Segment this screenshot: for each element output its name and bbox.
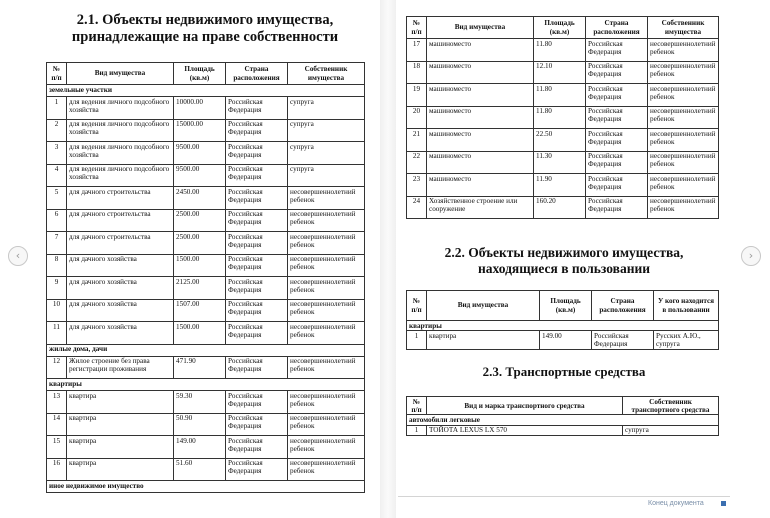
owned-property-cont-cell: 19 [407, 84, 427, 107]
owned-property-cell: для дачного строительства [67, 187, 174, 210]
previous-page-arrow-icon[interactable]: ‹ [8, 246, 28, 266]
owned-property-header-cell: Вид имущества [67, 63, 174, 85]
owned-property-cont-cell: машиноместо [427, 129, 534, 152]
owned-property-cont-cell: 17 [407, 39, 427, 62]
owned-property-cont-cell: 11.80 [534, 106, 586, 129]
owned-property-cell: несовершеннолетний ребенок [288, 356, 365, 379]
owned-property-cell: 12 [47, 356, 67, 379]
owned-property-cell: Российская Федерация [226, 232, 288, 255]
owned-property-cont-header-row [407, 17, 719, 39]
owned-property-cell: 10000.00 [174, 97, 226, 120]
owned-property-cont-row [407, 39, 719, 62]
owned-property-header-cell: Площадь (кв.м) [174, 63, 226, 85]
owned-property-header-cell: № п/п [47, 63, 67, 85]
used-property-header-cell: № п/п [407, 291, 427, 321]
owned-property-cell: 59.30 [174, 391, 226, 414]
owned-property-cell: 8 [47, 254, 67, 277]
used-property-header-row [407, 291, 719, 321]
owned-property-cell: для дачного строительства [67, 232, 174, 255]
owned-property-cell: Российская Федерация [226, 299, 288, 322]
owned-property-cont-row [407, 174, 719, 197]
owned-property-cell: квартира [67, 436, 174, 459]
owned-property-cell: 1500.00 [174, 254, 226, 277]
owned-property-cell: супруга [288, 164, 365, 187]
owned-property-cont-cell: несовершеннолетний ребенок [648, 61, 719, 84]
owned-property-group-row [47, 481, 365, 493]
owned-property-cell: 3 [47, 142, 67, 165]
owned-property-cell: Российская Федерация [226, 254, 288, 277]
owned-property-cont-cell: 21 [407, 129, 427, 152]
owned-property-cont-cell: Российская Федерация [586, 106, 648, 129]
section-2-2-title-line1: 2.2. Объекты недвижимого имущества, [444, 245, 684, 260]
owned-property-cont-cell: 22 [407, 151, 427, 174]
owned-property-cell: 15000.00 [174, 119, 226, 142]
owned-property-cell: супруга [288, 119, 365, 142]
owned-property-cell: супруга [288, 97, 365, 120]
owned-property-cell: для дачного строительства [67, 209, 174, 232]
owned-property-cont-cell: машиноместо [427, 106, 534, 129]
owned-property-cont-cell: машиноместо [427, 174, 534, 197]
owned-property-cell: Российская Федерация [226, 119, 288, 142]
owned-property-cont-header-cell: Вид имущества [427, 17, 534, 39]
owned-property-cont-row [407, 106, 719, 129]
owned-property-cell: 51.60 [174, 458, 226, 481]
owned-property-cont-cell: 11.80 [534, 84, 586, 107]
section-2-2-title-line2: находящиеся в пользовании [477, 261, 651, 276]
used-property-group-row [407, 321, 719, 331]
owned-property-cell: 2125.00 [174, 277, 226, 300]
owned-property-cell: Российская Федерация [226, 277, 288, 300]
owned-property-cont-cell: Российская Федерация [586, 151, 648, 174]
owned-property-cont-cell: 20 [407, 106, 427, 129]
owned-property-row [47, 187, 365, 210]
owned-property-cell: 15 [47, 436, 67, 459]
owned-property-cont-cell: несовершеннолетний ребенок [648, 151, 719, 174]
owned-property-cont-header-cell: Страна расположения [586, 17, 648, 39]
owned-property-cell: квартира [67, 458, 174, 481]
owned-property-cell: несовершеннолетний ребенок [288, 277, 365, 300]
owned-property-header-cell: Страна расположения [226, 63, 288, 85]
owned-property-cell: несовершеннолетний ребенок [288, 187, 365, 210]
owned-property-cell: для дачного хозяйства [67, 322, 174, 345]
owned-property-cont-cell: 18 [407, 61, 427, 84]
owned-property-row [47, 322, 365, 345]
owned-property-cont-cell: 22.50 [534, 129, 586, 152]
owned-property-cont-row [407, 129, 719, 152]
vehicles-group-row [407, 415, 719, 425]
section-2-3-title: 2.3. Транспортные средства [482, 364, 646, 379]
vehicles-table [406, 396, 719, 436]
owned-property-row [47, 209, 365, 232]
owned-property-cont-cell: Российская Федерация [586, 39, 648, 62]
owned-property-cont-cell: машиноместо [427, 151, 534, 174]
owned-property-cont-cell: 23 [407, 174, 427, 197]
owned-property-cell: несовершеннолетний ребенок [288, 413, 365, 436]
right-page [398, 0, 730, 518]
owned-property-cell: Российская Федерация [226, 142, 288, 165]
owned-property-cell: 9 [47, 277, 67, 300]
owned-property-cont-header-cell: № п/п [407, 17, 427, 39]
owned-property-header-cell: Собственник имущества [288, 63, 365, 85]
owned-property-cell: 10 [47, 299, 67, 322]
owned-property-cell: Жилое строение без права регистрации проживания [67, 356, 174, 379]
used-property-header-cell: Страна расположения [592, 291, 654, 321]
owned-property-cell: несовершеннолетний ребенок [288, 391, 365, 414]
owned-property-cell: 9500.00 [174, 142, 226, 165]
vehicles-header-cell: Вид и марка транспортного средства [427, 397, 623, 415]
owned-property-cont-cell: Российская Федерация [586, 61, 648, 84]
owned-property-cont-cell: Российская Федерация [586, 129, 648, 152]
owned-property-cell: несовершеннолетний ребенок [288, 436, 365, 459]
owned-property-cell: 9500.00 [174, 164, 226, 187]
owned-property-cell: Российская Федерация [226, 187, 288, 210]
owned-property-cell: 13 [47, 391, 67, 414]
used-property-group-label: квартиры [407, 321, 719, 331]
owned-property-cell: 2500.00 [174, 232, 226, 255]
owned-property-cell: несовершеннолетний ребенок [288, 209, 365, 232]
owned-property-cont-cell: 12.10 [534, 61, 586, 84]
owned-property-cell: 7 [47, 232, 67, 255]
owned-property-cell: 50.90 [174, 413, 226, 436]
vehicles-cell: супруга [623, 425, 719, 435]
owned-property-cell: 4 [47, 164, 67, 187]
used-property-cell: 1 [407, 331, 427, 349]
owned-property-cont-cell: Российская Федерация [586, 196, 648, 219]
owned-property-row [47, 458, 365, 481]
owned-property-cell: 5 [47, 187, 67, 210]
owned-property-row [47, 254, 365, 277]
owned-property-cell: Российская Федерация [226, 356, 288, 379]
section-2-1-title-line2: принадлежащие на праве собственности [71, 29, 339, 45]
vehicles-header-row [407, 397, 719, 415]
section-2-1-title-line1: 2.1. Объекты недвижимого имущества, [76, 12, 334, 28]
owned-property-cell: Российская Федерация [226, 209, 288, 232]
owned-property-cell: несовершеннолетний ребенок [288, 458, 365, 481]
used-property-cell: Русских А.Ю., супруга [654, 331, 719, 349]
owned-property-cell: несовершеннолетний ребенок [288, 299, 365, 322]
owned-property-cell: Российская Федерация [226, 322, 288, 345]
owned-property-cont-cell: несовершеннолетний ребенок [648, 174, 719, 197]
owned-property-cont-cell: несовершеннолетний ребенок [648, 84, 719, 107]
owned-property-row [47, 142, 365, 165]
owned-property-row [47, 119, 365, 142]
owned-property-cell: квартира [67, 391, 174, 414]
owned-property-cont-header-cell: Площадь (кв.м) [534, 17, 586, 39]
owned-property-cont-cell: Российская Федерация [586, 84, 648, 107]
owned-property-header-row [47, 63, 365, 85]
owned-property-cont-cell: Хозяйственное строение или сооружение [427, 196, 534, 219]
vehicles-group-label: автомобили легковые [407, 415, 719, 425]
owned-property-row [47, 299, 365, 322]
owned-property-cell: для ведения личного подсобного хозяйства [67, 119, 174, 142]
owned-property-cont-cell: несовершеннолетний ребенок [648, 106, 719, 129]
owned-property-cell: Российская Федерация [226, 436, 288, 459]
owned-property-cell: 1500.00 [174, 322, 226, 345]
owned-property-cont-cell: 11.30 [534, 151, 586, 174]
owned-property-cell: Российская Федерация [226, 413, 288, 436]
owned-property-row [47, 232, 365, 255]
page-gutter [380, 0, 396, 518]
owned-property-row [47, 391, 365, 414]
owned-property-group-label: земельные участки [47, 85, 365, 97]
owned-property-cell: для ведения личного подсобного хозяйства [67, 97, 174, 120]
vehicles-row [407, 425, 719, 435]
owned-property-row [47, 436, 365, 459]
owned-property-cell: 1 [47, 97, 67, 120]
end-of-document-label: Конец документа [648, 500, 704, 507]
owned-property-cell: несовершеннолетний ребенок [288, 254, 365, 277]
owned-property-cont-cell: 24 [407, 196, 427, 219]
owned-property-cell: 471.90 [174, 356, 226, 379]
owned-property-cell: для ведения личного подсобного хозяйства [67, 164, 174, 187]
used-property-header-cell: У кого находится в пользовании [654, 291, 719, 321]
owned-property-group-row [47, 379, 365, 391]
owned-property-cell: 1507.00 [174, 299, 226, 322]
owned-property-row [47, 413, 365, 436]
vehicles-header-cell: Собственник транспортного средства [623, 397, 719, 415]
left-page [32, 0, 378, 518]
used-property-cell: Российская Федерация [592, 331, 654, 349]
owned-property-cont-cell: Российская Федерация [586, 174, 648, 197]
owned-property-table [46, 62, 365, 493]
owned-property-table-continued [406, 16, 719, 219]
owned-property-group-label: жилые дома, дачи [47, 344, 365, 356]
owned-property-cell: 16 [47, 458, 67, 481]
owned-property-cell: 2 [47, 119, 67, 142]
section-2-1-title [32, 12, 378, 46]
vehicles-cell: 1 [407, 425, 427, 435]
owned-property-cell: для ведения личного подсобного хозяйства [67, 142, 174, 165]
owned-property-cell: Российская Федерация [226, 97, 288, 120]
owned-property-cont-row [407, 84, 719, 107]
used-property-header-cell: Вид имущества [427, 291, 540, 321]
vehicles-header-cell: № п/п [407, 397, 427, 415]
next-page-arrow-icon[interactable]: › [741, 246, 761, 266]
owned-property-cell: несовершеннолетний ребенок [288, 322, 365, 345]
owned-property-cell: 149.00 [174, 436, 226, 459]
owned-property-group-row [47, 344, 365, 356]
owned-property-group-row [47, 85, 365, 97]
owned-property-cont-cell: 11.80 [534, 39, 586, 62]
owned-property-cont-cell: несовершеннолетний ребенок [648, 196, 719, 219]
owned-property-cell: для дачного хозяйства [67, 254, 174, 277]
owned-property-group-label: иное недвижимое имущество [47, 481, 365, 493]
owned-property-cell: 6 [47, 209, 67, 232]
owned-property-cell: 11 [47, 322, 67, 345]
owned-property-cell: Российская Федерация [226, 458, 288, 481]
used-property-table [406, 290, 719, 350]
owned-property-cell: для дачного хозяйства [67, 277, 174, 300]
owned-property-cont-row [407, 196, 719, 219]
owned-property-cont-cell: 11.90 [534, 174, 586, 197]
owned-property-row [47, 356, 365, 379]
owned-property-cell: несовершеннолетний ребенок [288, 232, 365, 255]
owned-property-row [47, 164, 365, 187]
end-of-document-marker-icon [721, 501, 726, 506]
used-property-cell: 149.00 [540, 331, 592, 349]
owned-property-cont-cell: несовершеннолетний ребенок [648, 129, 719, 152]
owned-property-row [47, 97, 365, 120]
owned-property-cell: для дачного хозяйства [67, 299, 174, 322]
used-property-row [407, 331, 719, 349]
used-property-cell: квартира [427, 331, 540, 349]
owned-property-cont-cell: 160.20 [534, 196, 586, 219]
owned-property-cont-cell: машиноместо [427, 61, 534, 84]
owned-property-cont-cell: машиноместо [427, 39, 534, 62]
owned-property-cont-row [407, 151, 719, 174]
footer-divider [398, 496, 730, 497]
owned-property-group-label: квартиры [47, 379, 365, 391]
owned-property-cont-row [407, 61, 719, 84]
owned-property-cell: квартира [67, 413, 174, 436]
owned-property-cell: 14 [47, 413, 67, 436]
owned-property-row [47, 277, 365, 300]
owned-property-cont-cell: машиноместо [427, 84, 534, 107]
owned-property-cell: Российская Федерация [226, 164, 288, 187]
section-2-2-title [398, 245, 730, 277]
vehicles-cell: ТОЙОТА LEXUS LX 570 [427, 425, 623, 435]
owned-property-cell: супруга [288, 142, 365, 165]
owned-property-cell: 2450.00 [174, 187, 226, 210]
owned-property-cell: 2500.00 [174, 209, 226, 232]
owned-property-cont-cell: несовершеннолетний ребенок [648, 39, 719, 62]
used-property-header-cell: Площадь (кв.м) [540, 291, 592, 321]
owned-property-cont-header-cell: Собственник имущества [648, 17, 719, 39]
owned-property-cell: Российская Федерация [226, 391, 288, 414]
